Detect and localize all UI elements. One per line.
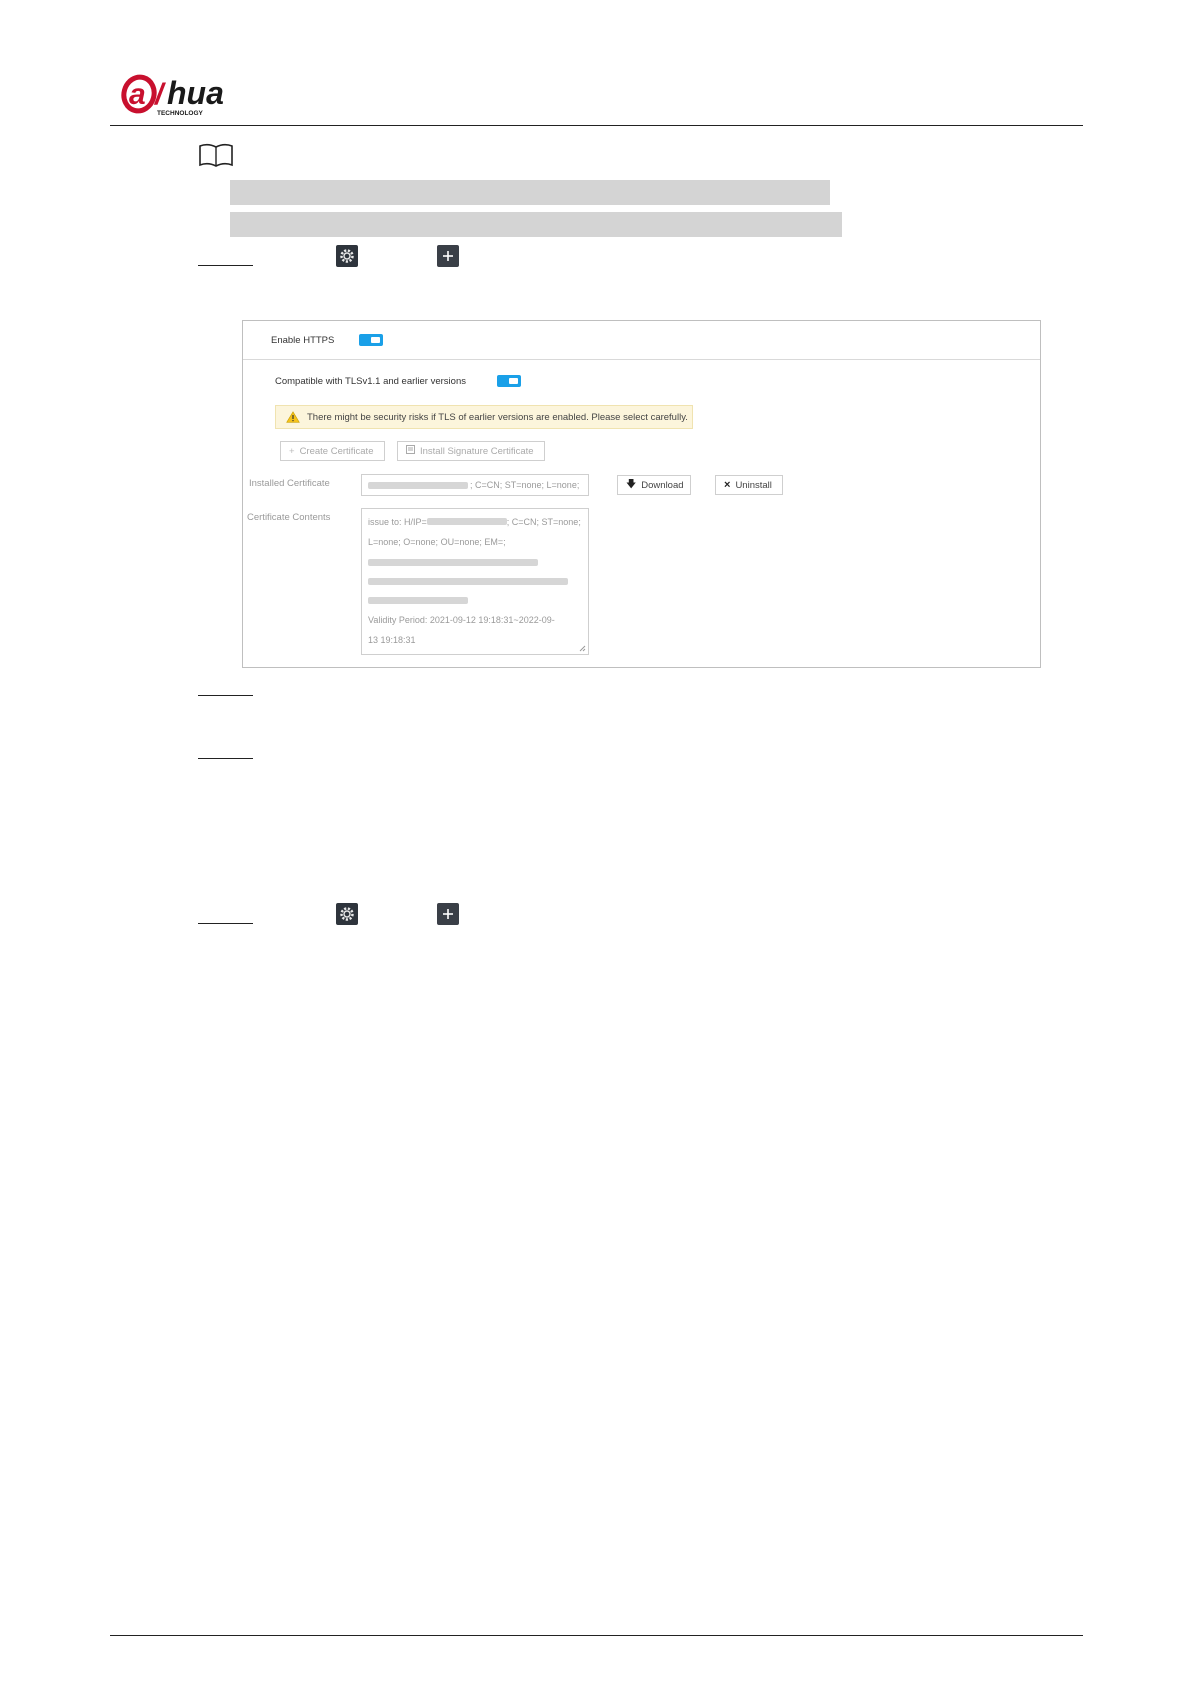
svg-text:a: a <box>129 78 146 111</box>
warning-icon <box>286 411 300 423</box>
cert-line-1 <box>368 517 581 527</box>
tls-toggle[interactable] <box>497 375 521 387</box>
https-settings-panel <box>242 320 1041 668</box>
install-signature-certificate-label: Install Signature Certificate <box>420 445 534 457</box>
step-rule <box>198 265 253 266</box>
plus-icon <box>437 903 459 925</box>
cert-line-2: L=none; O=none; OU=none; EM=; <box>368 537 506 547</box>
warning-text: There might be security risks if TLS of earlier versions are enabled. Please select carefully. <box>307 411 688 423</box>
create-certificate-label: Create Certificate <box>299 445 374 457</box>
redacted-ip <box>427 518 507 525</box>
create-certificate-button[interactable] <box>280 441 385 461</box>
plus-icon <box>437 245 459 267</box>
gear-icon <box>336 903 358 925</box>
cert-line-1-prefix: issue to: H/IP= <box>368 517 427 527</box>
gear-icon <box>336 245 358 267</box>
step-rule <box>198 758 253 759</box>
step-rule <box>198 695 253 696</box>
uninstall-button[interactable] <box>715 475 783 495</box>
resize-handle-icon[interactable] <box>579 645 586 652</box>
close-icon: × <box>724 479 731 491</box>
note-book-icon <box>198 143 234 169</box>
installed-certificate-label: Installed Certificate <box>249 478 330 489</box>
enable-https-label: Enable HTTPS <box>271 335 335 346</box>
dahua-logo <box>121 72 261 118</box>
plus-small-icon: + <box>289 445 295 457</box>
cert-line-4: 13 19:18:31 <box>368 635 416 645</box>
logo-subtitle: TECHNOLOGY <box>157 110 203 117</box>
cert-redacted-line-1 <box>368 558 538 568</box>
cert-redacted-line-2 <box>368 577 568 587</box>
installed-certificate-value: ; C=CN; ST=none; L=none; <box>470 480 580 490</box>
redacted-value <box>368 482 468 489</box>
step-rule <box>198 923 253 924</box>
cert-redacted-line-3 <box>368 596 468 606</box>
cert-line-3: Validity Period: 2021-09-12 19:18:31~2022-09- <box>368 615 555 625</box>
document-icon <box>406 445 415 457</box>
download-icon: 🡇 <box>626 478 637 490</box>
download-button[interactable] <box>617 475 691 495</box>
svg-text:/: / <box>155 78 164 111</box>
installed-certificate-field <box>361 474 589 496</box>
svg-text:hua: hua <box>167 75 224 111</box>
footer-rule <box>110 1635 1083 1636</box>
install-signature-certificate-button[interactable] <box>397 441 545 461</box>
redacted-note-line-1 <box>230 180 830 205</box>
panel-top-section <box>243 321 1040 360</box>
redacted-note-line-2 <box>230 212 842 237</box>
download-label: Download <box>641 479 684 491</box>
certificate-contents-label: Certificate Contents <box>247 512 331 523</box>
cert-line-1-suffix: ; C=CN; ST=none; <box>506 517 581 527</box>
certificate-contents-textarea[interactable] <box>361 508 589 655</box>
header-rule <box>110 125 1083 126</box>
uninstall-label: Uninstall <box>735 479 772 491</box>
enable-https-toggle[interactable] <box>359 334 383 346</box>
warning-banner <box>275 405 693 429</box>
tls-label: Compatible with TLSv1.1 and earlier versions <box>275 376 466 387</box>
